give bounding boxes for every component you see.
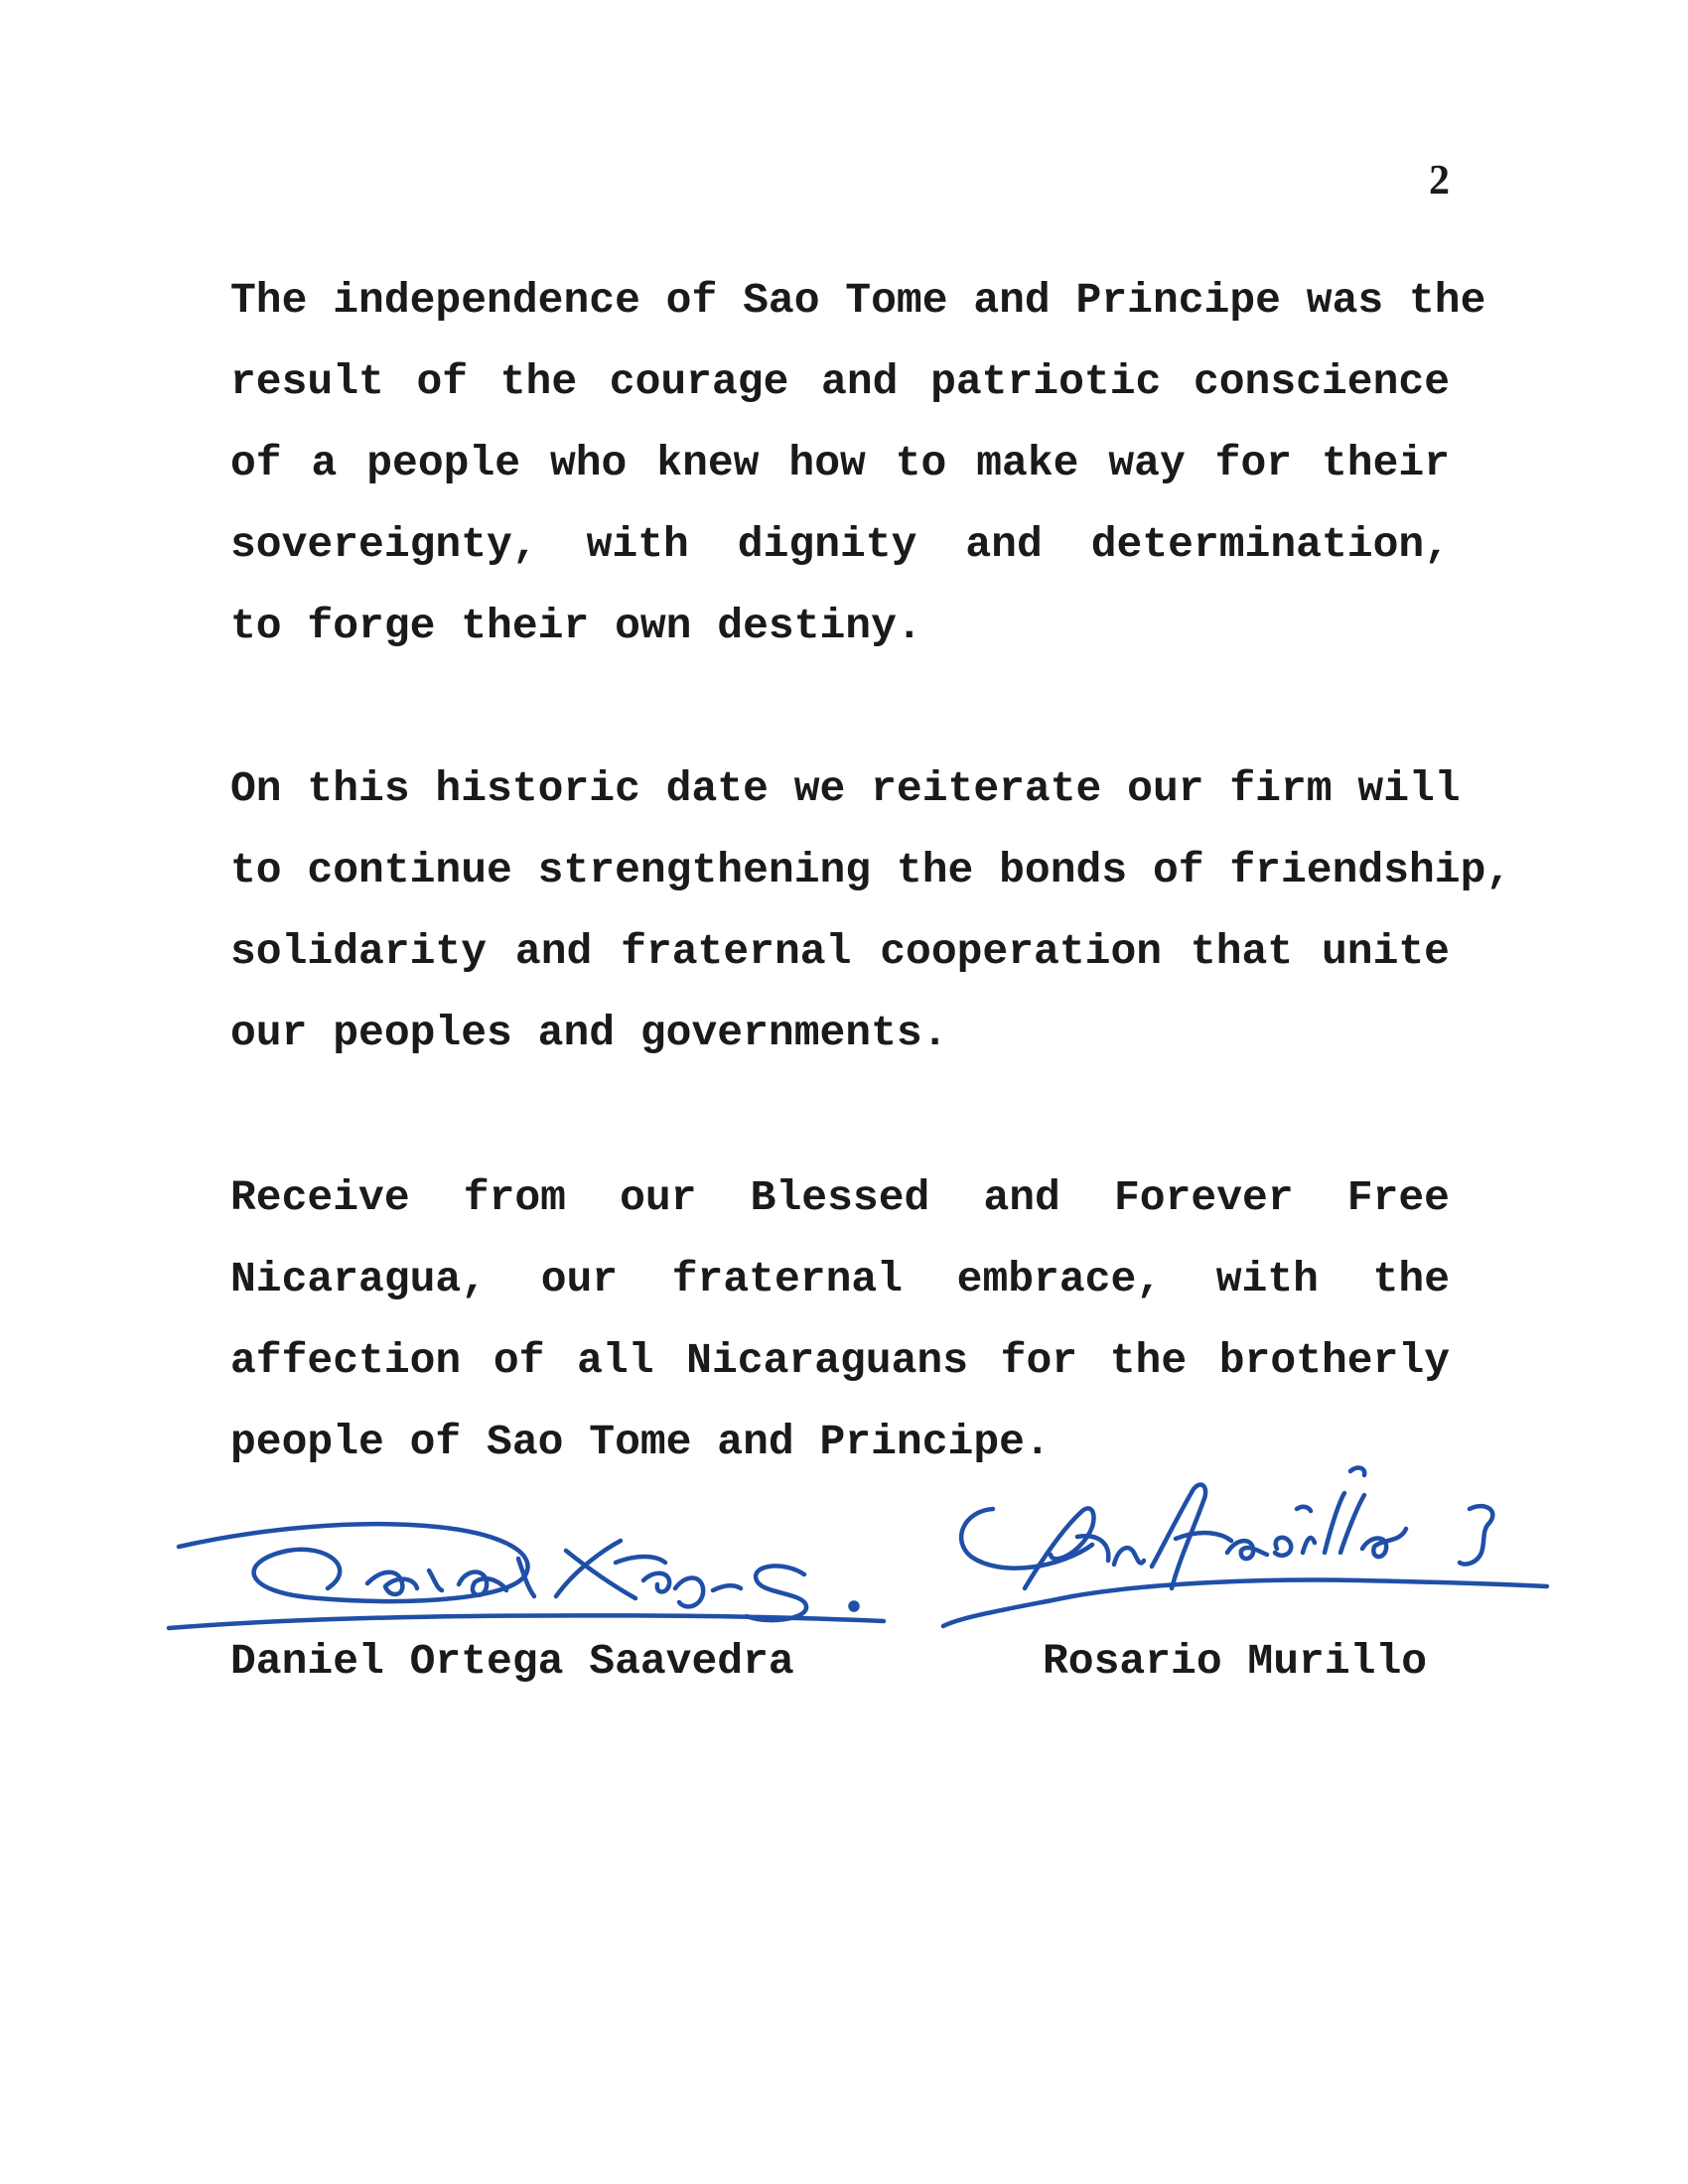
page-number: 2 (1429, 158, 1450, 204)
paragraph-line: Receive from our Blessed and Forever Free (230, 1173, 1450, 1222)
signatory-name-ortega: Daniel Ortega Saavedra (230, 1637, 794, 1686)
paragraph-line: our peoples and governments. (230, 1009, 948, 1057)
paragraph-line: sovereignty, with dignity and determination, (230, 520, 1450, 569)
signatory-name-murillo: Rosario Murillo (1043, 1637, 1428, 1686)
paragraph-line: solidarity and fraternal cooperation that unite (230, 927, 1450, 976)
paragraph-line: of a people who knew how to make way for their (230, 439, 1450, 487)
paragraph-line: On this historic date we reiterate our firm will (230, 764, 1461, 813)
paragraph-line: people of Sao Tome and Principe. (230, 1418, 1051, 1466)
paragraph-line: The independence of Sao Tome and Principe was the (230, 276, 1486, 325)
signature-murillo-icon (933, 1449, 1549, 1638)
paragraph-line: result of the courage and patriotic conscience (230, 357, 1450, 406)
paragraph-line: Nicaragua, our fraternal embrace, with the (230, 1255, 1450, 1303)
paragraph-embrace (230, 1158, 1450, 1483)
paragraph-independence (230, 260, 1486, 667)
paragraph-reiterate (230, 749, 1512, 1074)
paragraph-line: to forge their own destiny. (230, 602, 922, 650)
paragraph-line: to continue strengthening the bonds of friendship, (230, 846, 1512, 894)
paragraph-line: affection of all Nicaraguans for the brotherly (230, 1336, 1450, 1385)
